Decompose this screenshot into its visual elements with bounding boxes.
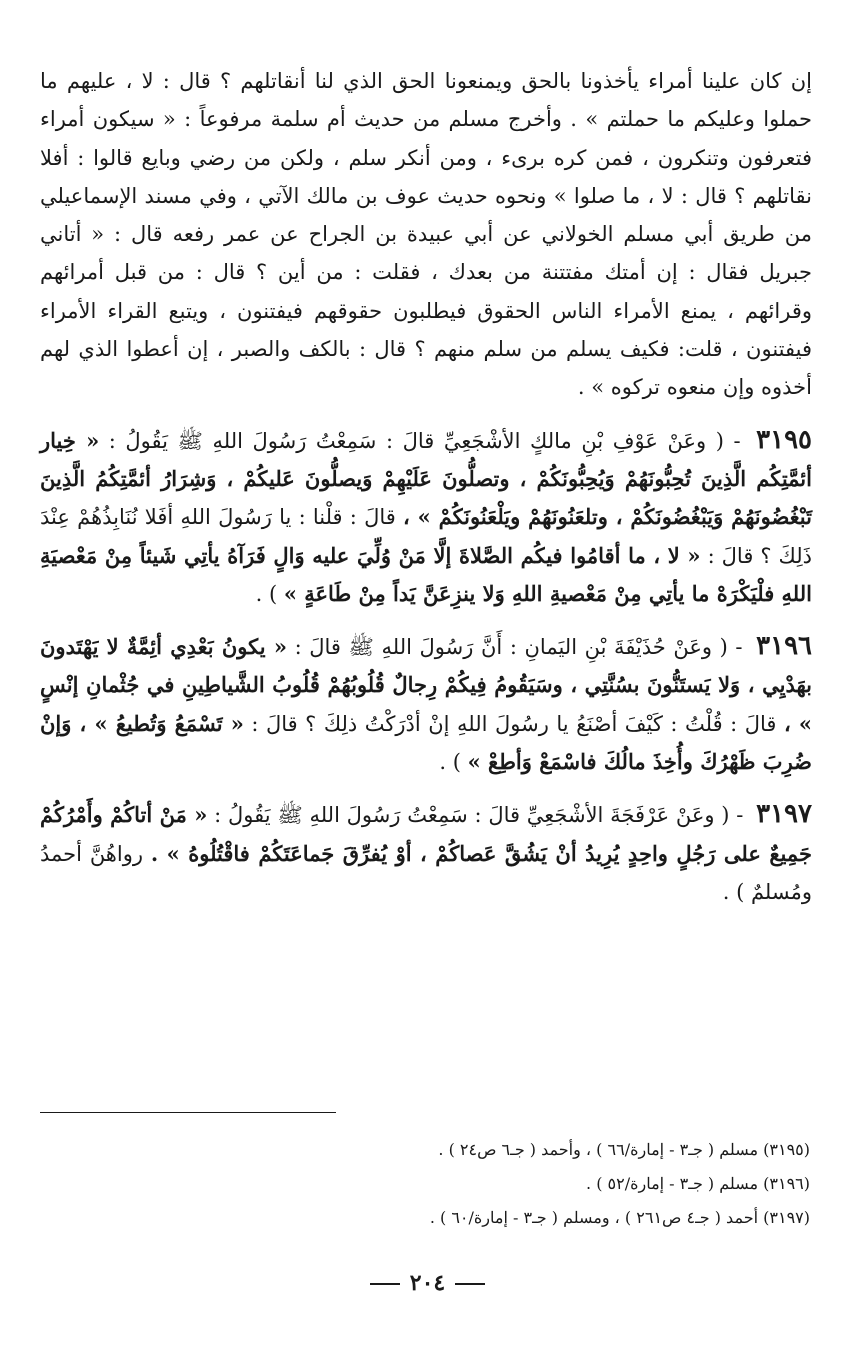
footnote-3197: (٣١٩٧) أحمد ( جـ٤ ص٢٦١ ) ، ومسلم ( جـ٣ - إمارة/٦٠ ) . — [429, 1208, 810, 1227]
footnote-3196: (٣١٩٦) مسلم ( جـ٣ - إمارة/٥٢ ) . — [586, 1174, 810, 1193]
commentary-text: إن كان علينا أمراء يأخذونا بالحق ويمنعونا الحق الذي لنا أنقاتلهم ؟ قال : لا ، عليهم ما حملوا وعليكم ما حملتم » . وأخرج مسلم من حديث أم سلمة مرفوعاً : « سيكون أمراء فتعرفون وتنكرون ، فمن كره برىء ، ومن أنكر سلم ، ولكن من رضي وبايع قالوا : أفلا نقاتلهم ؟ قال : لا ، ما صلوا » ونحوه حديث عوف بن مالك الآتي ، وفي مسند الإسماعيلي من طريق أبي مسلم الخولاني عن أبي عبيدة بن الجراح عن عمر رفعه قال : « أتاني جبريل فقال : إن أمتك مفتتنة من بعدك ، فقلت : من أين ؟ قال : من قبل أمرائهم وقرائهم ، يمنع الأمراء الناس الحقوق فيطلبون حقوقهم فيفتنون ، ويتبع القراء الأمراء فيفتنون ، قلت: فكيف يسلم من سلم منهم ؟ قال : بالكف والصبر ، إن أعطوا الذي لهم أخذوه وإن منعوه تركوه » . — [40, 69, 812, 400]
hadith-matn: « خِيار أئمَّتِكُم الَّذِينَ تُحِبُّونَهُمْ وَيُحِبُّونَكُمْ ، وتصلُّونَ عَلَيْهِمْ وَيصلُّونَ عَليكُمْ ، وَشِرَارُ أئمَّتِكُمُ الَّذِينَ تَبْغُضُونَهُمْ وَيَبْغُضُونَكُمْ ، وتلعَنُونَهُمْ ويَلْعَنُونَكُمْ » ، — [40, 427, 812, 530]
hadith-closing: ) . — [255, 581, 278, 606]
hadith-3195 — [40, 421, 812, 613]
hadith-closing: ) . — [439, 750, 461, 775]
hadith-number: ٣١٩٥ — [756, 424, 812, 455]
hadith-narration: رواهُنَّ أحمدُ ومُسلمٌ ) . — [40, 841, 812, 904]
hadith-narration: قالَ : قلْنا : يا رَسُولَ اللهِ أفَلا نُنَابِذُهُمْ عِنْدَ ذَلِكَ ؟ قالَ : — [40, 505, 812, 568]
hadith-matn: « لا ، ما أقامُوا فيكُم الصَّلاةَ إلَّا مَنْ وُلِّيَ عليه وَالٍ فَرَآهُ يأتِي شَيئاً مِنْ مَعْصيَةِ اللهِ فلْيَكْرَهْ ما يأتِي مِنْ مَعْصيةِ اللهِ وَلا ينزِعَنَّ يَداً مِنْ طَاعَةٍ » — [40, 542, 812, 606]
hadith-number: ٣١٩٧ — [756, 799, 812, 830]
hadith-intro: - ( وعَنْ حُذَيْفَةَ بْنِ اليَمانِ : أَنَّ رَسُولَ اللهِ ﷺ قالَ : — [294, 635, 743, 660]
page-number-dash — [370, 1283, 400, 1285]
footnote-3195: (٣١٩٥) مسلم ( جـ٣ - إمارة/٦٦ ) ، وأحمد ( جـ٦ ص٢٤ ) . — [438, 1140, 810, 1159]
page-body — [40, 62, 812, 911]
page-number-value: ٢٠٤ — [409, 1270, 446, 1296]
footnotes — [50, 1133, 810, 1235]
page-number-dash — [455, 1283, 485, 1285]
footnote-divider — [40, 1112, 336, 1113]
hadith-number: ٣١٩٦ — [756, 631, 812, 662]
hadith-narration: قالَ : قُلْتُ : كَيْفَ أصْنَعُ يا رسُولَ اللهِ إنْ أدْرَكْتُ ذلِكَ ؟ قالَ : — [251, 711, 777, 736]
hadith-intro: - ( وعَنْ عَرْفَجَةَ الأشْجَعِيِّ قالَ : سَمِعْتُ رَسُولَ اللهِ ﷺ يَقُولُ : — [214, 803, 744, 828]
commentary-paragraph — [40, 62, 812, 407]
hadith-matn: « يكونُ بَعْدِي أئِمَّةٌ لا يَهْتَدونَ بهَدْيِي ، وَلا يَستَنُّونَ بسُنَّتِي ، وسَيَقُومُ فِيكُمْ رِجالٌ قُلُوبُهُمْ قُلُوبُ الشَّياطِينِ في جُثْمانِ إنْسٍ » ، — [40, 634, 813, 736]
hadith-3196 — [40, 627, 812, 781]
hadith-matn: « مَنْ أتاكُمْ وأَمْرُكُمْ جَمِيعٌ على رَجُلٍ واحِدٍ يُرِيدُ أنْ يَشُقَّ عَصاكُمْ ، أوْ يُفرِّقَ جَماعَتَكُمْ فاقْتُلُوهُ » . — [40, 802, 812, 866]
hadith-3197 — [40, 795, 812, 911]
hadith-intro: - ( وعَنْ عَوْفِ بْنِ مالكٍ الأشْجَعِيِّ قالَ : سَمِعْتُ رَسُولَ اللهِ ﷺ يَقُولُ : — [108, 428, 741, 453]
hadith-matn: « تَسْمَعُ وَتُطيعُ » ، وَإنْ ضُرِبَ ظَهْرُكَ وأُخِذَ مالُكَ فاسْمَعْ وَأطِعْ » — [40, 710, 812, 775]
page-number — [0, 1270, 855, 1296]
